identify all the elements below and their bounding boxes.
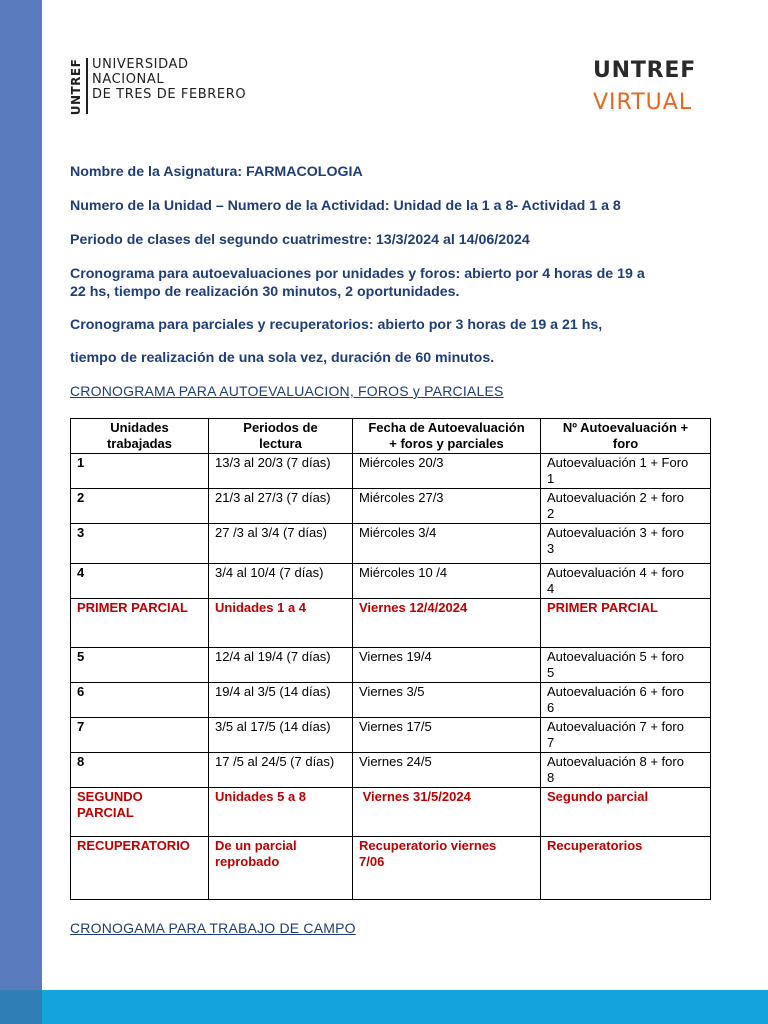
cell-unit: 7 — [71, 718, 209, 753]
cell-period: Unidades 1 a 4 — [209, 599, 353, 648]
header-evaluation-date: Fecha de Autoevaluación + foros y parciales — [353, 419, 541, 454]
cell-date: Miércoles 3/4 — [353, 524, 541, 564]
cell-date: Viernes 12/4/2024 — [353, 599, 541, 648]
cell-date: Miércoles 20/3 — [353, 454, 541, 489]
cell-unit: SEGUNDO PARCIAL — [71, 788, 209, 837]
cell-unit: PRIMER PARCIAL — [71, 599, 209, 648]
table-row-makeup-exam — [71, 837, 711, 900]
cell-evaluation: Autoevaluación 3 + foro 3 — [541, 524, 711, 564]
table-row — [71, 753, 711, 788]
bottom-accent-corner — [0, 990, 42, 1024]
table-header-row — [71, 419, 711, 454]
table-row — [71, 683, 711, 718]
self-evaluation-schedule: Cronograma para autoevaluaciones por unidades y foros: abierto por 4 horas de 19 a 22 hs, tiempo de realización 30 minutos, 2 oportunidades. — [70, 266, 645, 300]
cell-period: 3/5 al 17/5 (14 días) — [209, 718, 353, 753]
table-row — [71, 648, 711, 683]
header-units: Unidades trabajadas — [71, 419, 209, 454]
table-row — [71, 454, 711, 489]
logo-divider — [86, 58, 88, 114]
cell-period: 12/4 al 19/4 (7 días) — [209, 648, 353, 683]
cell-date: Viernes 31/5/2024 — [353, 788, 541, 837]
cell-evaluation: Segundo parcial — [541, 788, 711, 837]
schedule-section-title: CRONOGRAMA PARA AUTOEVALUACION, FOROS y PARCIALES — [70, 383, 504, 399]
cell-unit: 8 — [71, 753, 209, 788]
cell-period: 27 /3 al 3/4 (7 días) — [209, 524, 353, 564]
duration-line: tiempo de realización de una sola vez, duración de 60 minutos. — [70, 350, 495, 366]
cell-period: 13/3 al 20/3 (7 días) — [209, 454, 353, 489]
bottom-accent-bar — [0, 990, 768, 1024]
cell-unit: 2 — [71, 489, 209, 524]
header-evaluation-number: Nº Autoevaluación + foro — [541, 419, 711, 454]
cell-unit: 6 — [71, 683, 209, 718]
cell-evaluation: Autoevaluación 1 + Foro 1 — [541, 454, 711, 489]
cell-period: 21/3 al 27/3 (7 días) — [209, 489, 353, 524]
logo-university-name: UNIVERSIDAD NACIONAL DE TRES DE FEBRERO — [92, 57, 247, 102]
field-work-section-title: CRONOGAMA PARA TRABAJO DE CAMPO — [70, 920, 356, 936]
cell-unit: 1 — [71, 454, 209, 489]
subject-line: Nombre de la Asignatura: FARMACOLOGIA — [70, 164, 363, 180]
cell-evaluation: Autoevaluación 6 + foro 6 — [541, 683, 711, 718]
cell-evaluation: Autoevaluación 2 + foro 2 — [541, 489, 711, 524]
table-row — [71, 524, 711, 564]
unit-activity-line: Numero de la Unidad – Numero de la Actividad: Unidad de la 1 a 8- Actividad 1 a 8 — [70, 198, 621, 214]
cell-evaluation: Autoevaluación 5 + foro 5 — [541, 648, 711, 683]
cell-unit: 3 — [71, 524, 209, 564]
partials-schedule-line: Cronograma para parciales y recuperatorios: abierto por 3 horas de 19 a 21 hs, — [70, 317, 603, 333]
cell-date: Miércoles 10 /4 — [353, 564, 541, 599]
cell-evaluation: Autoevaluación 8 + foro 8 — [541, 753, 711, 788]
left-accent-bar — [0, 0, 42, 1024]
logo-vertical-mark: UNTREF — [69, 58, 83, 116]
table-row — [71, 718, 711, 753]
cell-period: 17 /5 al 24/5 (7 días) — [209, 753, 353, 788]
schedule-table — [70, 418, 711, 900]
table-row-first-partial — [71, 599, 711, 648]
cell-evaluation: Recuperatorios — [541, 837, 711, 900]
cell-date: Viernes 17/5 — [353, 718, 541, 753]
cell-unit: 4 — [71, 564, 209, 599]
table-row — [71, 564, 711, 599]
cell-unit: 5 — [71, 648, 209, 683]
table-row — [71, 489, 711, 524]
cell-date: Viernes 24/5 — [353, 753, 541, 788]
cell-unit: RECUPERATORIO — [71, 837, 209, 900]
class-period-line: Periodo de clases del segundo cuatrimestre: 13/3/2024 al 14/06/2024 — [70, 232, 530, 248]
untref-virtual-logo: UNTREF VIRTUAL — [593, 58, 697, 115]
cell-period: 3/4 al 10/4 (7 días) — [209, 564, 353, 599]
cell-evaluation: Autoevaluación 4 + foro 4 — [541, 564, 711, 599]
cell-period: 19/4 al 3/5 (14 días) — [209, 683, 353, 718]
cell-date: Miércoles 27/3 — [353, 489, 541, 524]
header-reading-periods: Periodos de lectura — [209, 419, 353, 454]
cell-date: Recuperatorio viernes 7/06 — [353, 837, 541, 900]
cell-evaluation: PRIMER PARCIAL — [541, 599, 711, 648]
table-row-second-partial — [71, 788, 711, 837]
cell-date: Viernes 19/4 — [353, 648, 541, 683]
cell-date: Viernes 3/5 — [353, 683, 541, 718]
cell-evaluation: Autoevaluación 7 + foro 7 — [541, 718, 711, 753]
cell-period: De un parcial reprobado — [209, 837, 353, 900]
cell-period: Unidades 5 a 8 — [209, 788, 353, 837]
